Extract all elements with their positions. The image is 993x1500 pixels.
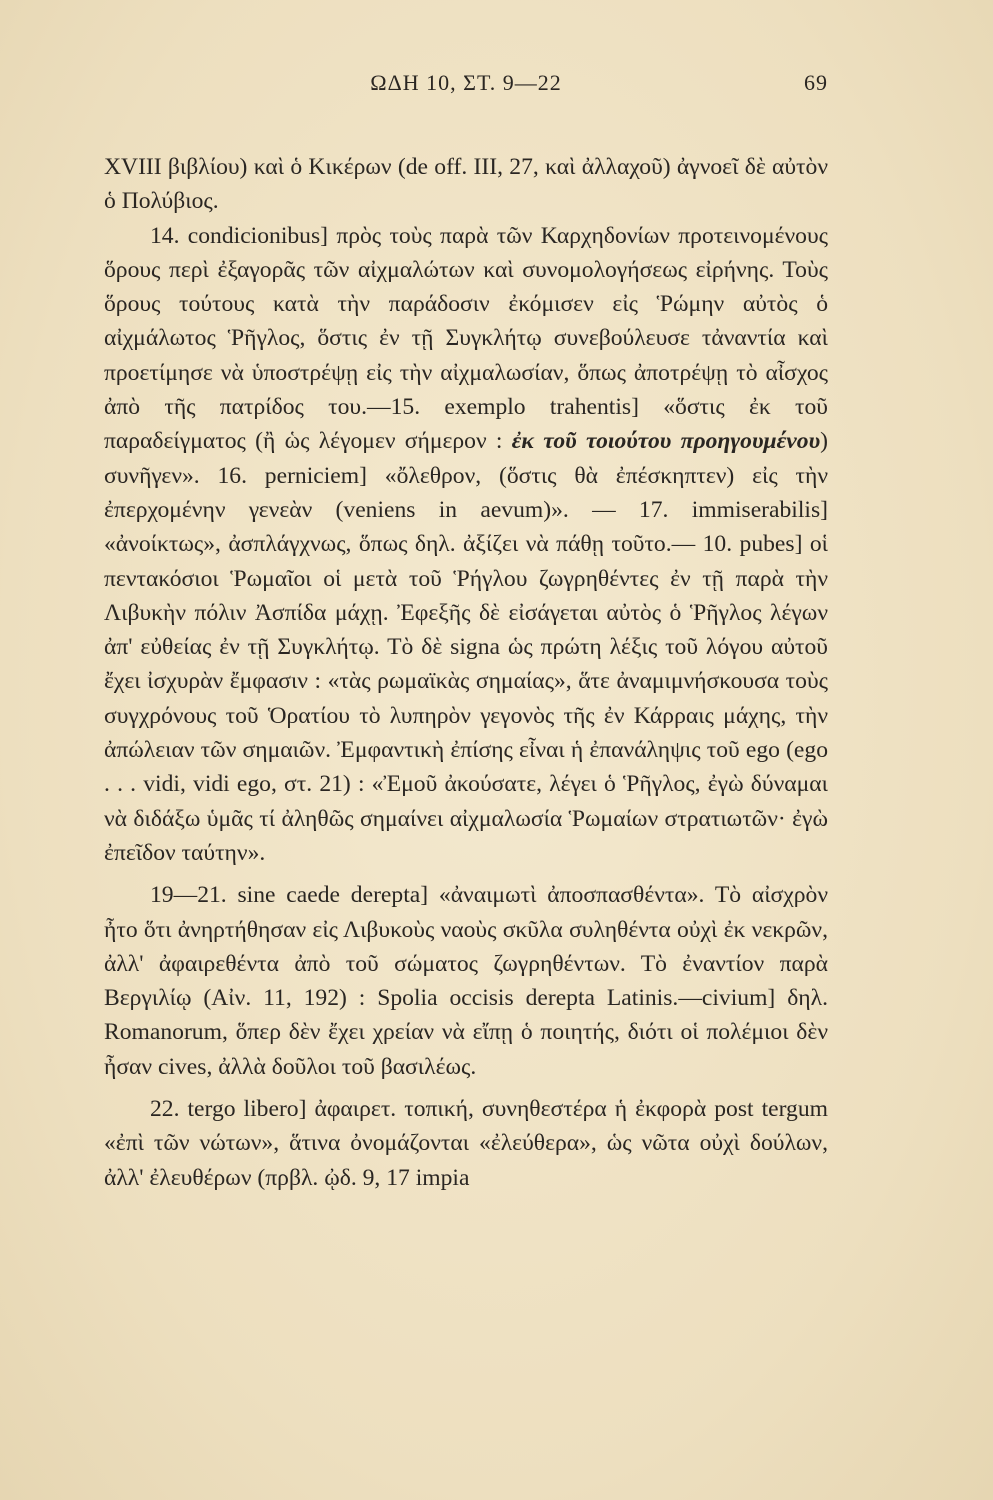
- running-head: ΩΔΗ 10, ΣΤ. 9—22: [370, 70, 562, 95]
- paragraph-4: 22. tergo libero] ἀφαιρετ. τοπική, συνηθεστέρα ἡ ἐκφορὰ post tergum «ἐπὶ τῶν νώτων», ἅτινα ὀνομάζονται «ἐλεύθερα», ὡς νῶτα οὐχὶ δούλων, ἀλλ' ἐλευθέρων (πρβλ. ᾠδ. 9, 17 impia: [104, 1096, 828, 1191]
- commentary-body: [104, 150, 828, 1195]
- paragraph-1: XVIII βιβλίου) καὶ ὁ Κικέρων (de off. III, 27, καὶ ἀλλαχοῦ) ἀγνοεῖ δὲ αὐτὸν ὁ Πολύβιος.: [104, 154, 828, 215]
- page-number: 69: [804, 70, 828, 95]
- paragraph-3: 19—21. sine caede derepta] «ἀναιμωτὶ ἀποσπασθέντα». Τὸ αἰσχρὸν ἦτο ὅτι ἀνηρτήθησαν εἰς Λιβυκοὺς ναοὺς σκῦλα συληθέντα οὐχὶ ἐκ νεκρῶν, ἀλλ' ἀφαιρεθέντα ἀπὸ τοῦ σώματος ζωγρηθέντων. Τὸ ἐναντίον παρὰ Βεργιλίῳ (Αἰν. 11, 192) : Spolia occisis derepta Latinis.—civium] δηλ. Romanorum, ὅπερ δὲν ἔχει χρείαν νὰ εἴπῃ ὁ ποιητής, διότι οἱ πολέμιοι δὲν ἦσαν cives, ἀλλὰ δοῦλοι τοῦ βασιλέως.: [104, 882, 828, 1080]
- emphasized-phrase: ἐκ τοῦ τοιούτου προηγουμένου: [511, 428, 821, 455]
- paragraph-2: [104, 219, 828, 871]
- page-header: [104, 70, 828, 110]
- paragraph-2-text-b: ) συνῆγεν». 16. perniciem] «ὄλεθρον, (ὅστις θὰ ἐπέσκηπτεν) εἰς τὴν ἐπερχομένην γενεὰν (veniens in aevum)». — 17. immiserabilis] «ἀνοίκτως», ἀσπλάγχνως, ὅπως δηλ. ἀξίζει νὰ πάθῃ τοῦτο.— 10. pubes] οἱ πεντακόσιοι Ῥωμαῖοι οἱ μετὰ τοῦ Ῥήγλου ζωγρηθέντες ἐν τῇ παρὰ τὴν Λιβυκὴν πόλιν Ἀσπίδα μάχῃ. Ἐφεξῆς δὲ εἰσάγεται αὐτὸς ὁ Ῥῆγλος λέγων ἀπ' εὐθείας ἐν τῇ Συγκλήτῳ. Τὸ δὲ signa ὡς πρώτη λέξις τοῦ λόγου αὐτοῦ ἔχει ἰσχυρὰν ἔμφασιν : «τὰς ρωμαϊκὰς σημαίας», ἅτε ἀναμιμνήσκουσα τοὺς συγχρόνους τοῦ Ὁρατίου τὸ λυπηρὸν γεγονὸς τῆς ἐν Κάρραις μάχης, τὴν ἀπώλειαν τῶν σημαιῶν. Ἐμφαντικὴ ἐπίσης εἶναι ἡ ἐπανάληψις τοῦ ego (ego . . . vidi, vidi ego, στ. 21) : «Ἐμοῦ ἀκούσατε, λέγει ὁ Ῥῆγλος, ἐγὼ δύναμαι νὰ διδάξω ὑμᾶς τί ἀληθῶς σημαίνει αἰχμαλωσία Ῥωμαίων στρατιωτῶν· ἐγὼ ἐπεῖδον ταύτην».: [104, 428, 828, 866]
- paragraph-2-text-a: 14. condicionibus] πρὸς τοὺς παρὰ τῶν Καρχηδονίων προτεινομένους ὅρους περὶ ἐξαγορᾶς τῶν αἰχμαλώτων καὶ συνομολογήσεως εἰρήνης. Τοὺς ὅρους τούτους κατὰ τὴν παράδοσιν ἐκόμισεν εἰς Ῥώμην αὐτὸς ὁ αἰχμάλωτος Ῥῆγλος, ὅστις ἐν τῇ Συγκλήτῳ συνεβούλευσε τἀναντία καὶ προετίμησε νὰ ὑποστρέψῃ εἰς τὴν αἰχμαλωσίαν, ὅπως ἀποτρέψῃ τὸ αἶσχος ἀπὸ τῆς πατρίδος του.—15. exemplo trahentis] «ὅστις ἐκ τοῦ παραδείγματος (ἢ ὡς λέγομεν σήμερον :: [104, 222, 828, 455]
